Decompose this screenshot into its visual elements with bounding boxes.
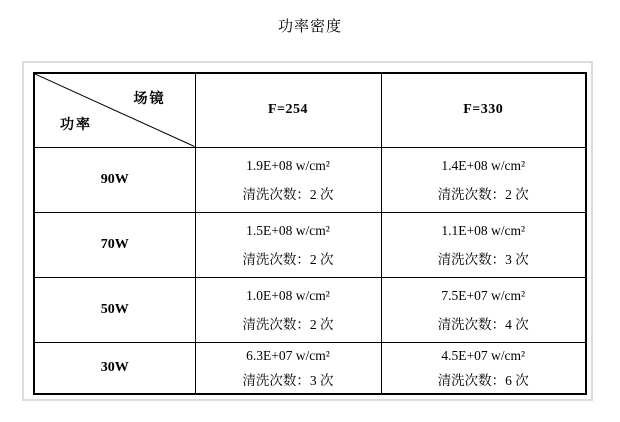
- cleaning-count: 清洗次数：2 次: [242, 316, 334, 332]
- power-density-value: 1.5E+08 w/cm²: [246, 222, 330, 238]
- power-density-value: 4.5E+07 w/cm²: [441, 347, 526, 363]
- power-density-table: [33, 72, 587, 395]
- power-density-value: 1.4E+08 w/cm²: [441, 157, 526, 173]
- cleaning-count: 清洗次数：2 次: [242, 186, 334, 202]
- page-title: 功率密度: [277, 19, 342, 35]
- row-header-50w: 50W: [34, 277, 195, 342]
- cell-70w-f330: [381, 212, 586, 277]
- cell-90w-f330: [381, 147, 586, 212]
- table-row-90w: [34, 147, 586, 212]
- power-density-value: 6.3E+07 w/cm²: [246, 347, 330, 363]
- power-density-value: 7.5E+07 w/cm²: [441, 287, 526, 303]
- cell-90w-f254: [195, 147, 381, 212]
- cell-50w-f330: [381, 277, 586, 342]
- table-row-70w: [34, 212, 586, 277]
- power-density-value: 1.9E+08 w/cm²: [246, 157, 330, 173]
- table-row-50w: [34, 277, 586, 342]
- corner-label-field-lens: 场镜: [133, 92, 166, 107]
- cleaning-count: 清洗次数：4 次: [437, 316, 529, 332]
- power-density-value: 1.0E+08 w/cm²: [246, 287, 330, 303]
- column-header-f254: F=254: [195, 73, 381, 147]
- cleaning-count: 清洗次数：2 次: [437, 186, 529, 202]
- row-header-70w: 70W: [34, 212, 195, 277]
- cell-50w-f254: [195, 277, 381, 342]
- header-row: [34, 73, 586, 147]
- cell-30w-f330: [381, 342, 586, 394]
- cleaning-count: 清洗次数：6 次: [437, 372, 529, 388]
- row-header-90w: 90W: [34, 147, 195, 212]
- power-density-value: 1.1E+08 w/cm²: [441, 222, 526, 238]
- cell-70w-f254: [195, 212, 381, 277]
- row-header-30w: 30W: [34, 342, 195, 394]
- diagonal-line: [35, 74, 195, 147]
- cleaning-count: 清洗次数：3 次: [242, 372, 334, 388]
- column-header-f330: F=330: [381, 73, 586, 147]
- cleaning-count: 清洗次数：3 次: [437, 251, 529, 267]
- corner-cell: [34, 73, 195, 147]
- cleaning-count: 清洗次数：2 次: [242, 251, 334, 267]
- cell-30w-f254: [195, 342, 381, 394]
- corner-label-power: 功率: [60, 117, 92, 133]
- table-row-30w: [34, 342, 586, 394]
